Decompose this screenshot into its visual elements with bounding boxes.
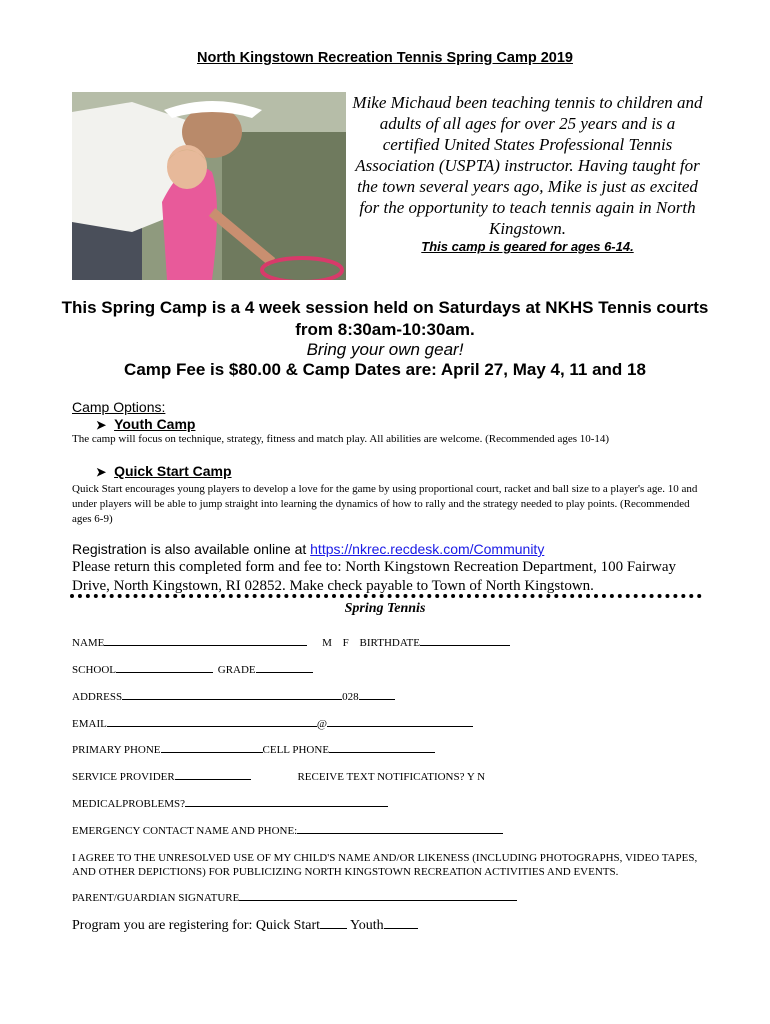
zip-field[interactable] xyxy=(359,689,395,700)
form-heading: Spring Tennis xyxy=(344,601,426,616)
signature-field[interactable] xyxy=(239,890,517,901)
email-domain-field[interactable] xyxy=(327,716,473,727)
emergency-contact-field[interactable] xyxy=(297,823,503,834)
quick-start-description: Quick Start encourages young players to develop a love for the game by using proportional court, racket and ball size to a player's age. 10 and under players will be able to jump straight into learning the dynamics of how to rally and the strategy needed to play points. (Recommended ages 6-9) xyxy=(72,483,698,525)
signature-row: PARENT/GUARDIAN SIGNATURE xyxy=(72,890,517,904)
provider-row: SERVICE PROVIDER RECEIVE TEXT NOTIFICATIONS? Y N xyxy=(72,771,486,783)
address-row: ADDRESS 028 xyxy=(72,689,395,703)
registration-link[interactable]: https://nkrec.recdesk.com/Community xyxy=(310,541,545,557)
ages-note: This camp is geared for ages 6-14. xyxy=(421,239,634,254)
emergency-row: EMERGENCY CONTACT NAME AND PHONE: xyxy=(72,823,503,837)
fee-and-dates: Camp Fee is $80.00 & Camp Dates are: April 27, May 4, 11 and 18 xyxy=(124,360,646,379)
online-registration: Registration is also available online at https://nkrec.recdesk.com/Community xyxy=(72,541,545,557)
youth-choice-field[interactable] xyxy=(384,916,418,929)
coach-and-child-photo xyxy=(72,92,346,280)
likeness-agreement: I AGREE TO THE UNRESOLVED USE OF MY CHILD'S NAME AND/OR LIKENESS (INCLUDING PHOTOGRAPHS, VIDEO TAPES, AND OTHER DEPICTIONS) FOR PUBLICIZING NORTH KINGSTOWN RECREATION ACTIVITIES AND EVENTS. xyxy=(72,852,698,878)
medical-field[interactable] xyxy=(185,796,388,807)
medical-row: MEDICALPROBLEMS? xyxy=(72,796,388,810)
text-notifications-question[interactable]: RECEIVE TEXT NOTIFICATIONS? Y N xyxy=(297,771,486,783)
arrow-bullet-icon: ➤ xyxy=(96,465,107,479)
grade-field[interactable] xyxy=(256,662,313,673)
email-row: EMAIL @ xyxy=(72,716,473,730)
school-field[interactable] xyxy=(116,662,213,673)
return-instructions: Please return this completed form and fee to: North Kingstown Recreation Department, 100 Fairway Drive, North Kingstown, RI 02852. Make check payable to Town of North Kingstown. xyxy=(72,559,676,594)
school-row: SCHOOL GRADE xyxy=(72,662,313,676)
service-provider-field[interactable] xyxy=(175,769,251,780)
address-field[interactable] xyxy=(122,689,342,700)
session-info: This Spring Camp is a 4 week session held on Saturdays at NKHS Tennis courts from 8:30am-10:30am. xyxy=(61,298,709,339)
birthdate-field[interactable] xyxy=(420,635,510,646)
quick-start-choice-field[interactable] xyxy=(320,916,347,929)
page-title: North Kingstown Recreation Tennis Spring Camp 2019 xyxy=(197,50,573,66)
cut-line-divider xyxy=(70,594,702,598)
gear-note: Bring your own gear! xyxy=(306,340,464,359)
cell-phone-field[interactable] xyxy=(329,742,435,753)
name-row: NAME M F BIRTHDATE xyxy=(72,635,510,649)
arrow-bullet-icon: ➤ xyxy=(96,418,107,432)
email-user-field[interactable] xyxy=(107,716,317,727)
primary-phone-field[interactable] xyxy=(161,742,263,753)
phone-row: PRIMARY PHONE CELL PHONE xyxy=(72,742,435,756)
youth-camp-description: The camp will focus on technique, strategy, fitness and match play. All abilities are welcome. (Recommended ages 10-14) xyxy=(72,433,610,445)
camp-options-label: Camp Options: xyxy=(72,399,166,415)
quick-start-heading: ➤ Quick Start Camp xyxy=(96,463,232,479)
coach-bio: Mike Michaud been teaching tennis to children and adults of all ages for over 25 years and is a certified United States Professional Tennis Association (USPTA) instructor. Having taught for the town several years ago, Mike is just as excited for the opportunity to teach tennis again in North Kingstown. xyxy=(352,93,703,238)
youth-camp-heading: ➤ Youth Camp xyxy=(96,416,196,432)
program-selection: Program you are registering for: Quick Start Youth xyxy=(72,916,418,934)
name-field[interactable] xyxy=(104,635,307,646)
